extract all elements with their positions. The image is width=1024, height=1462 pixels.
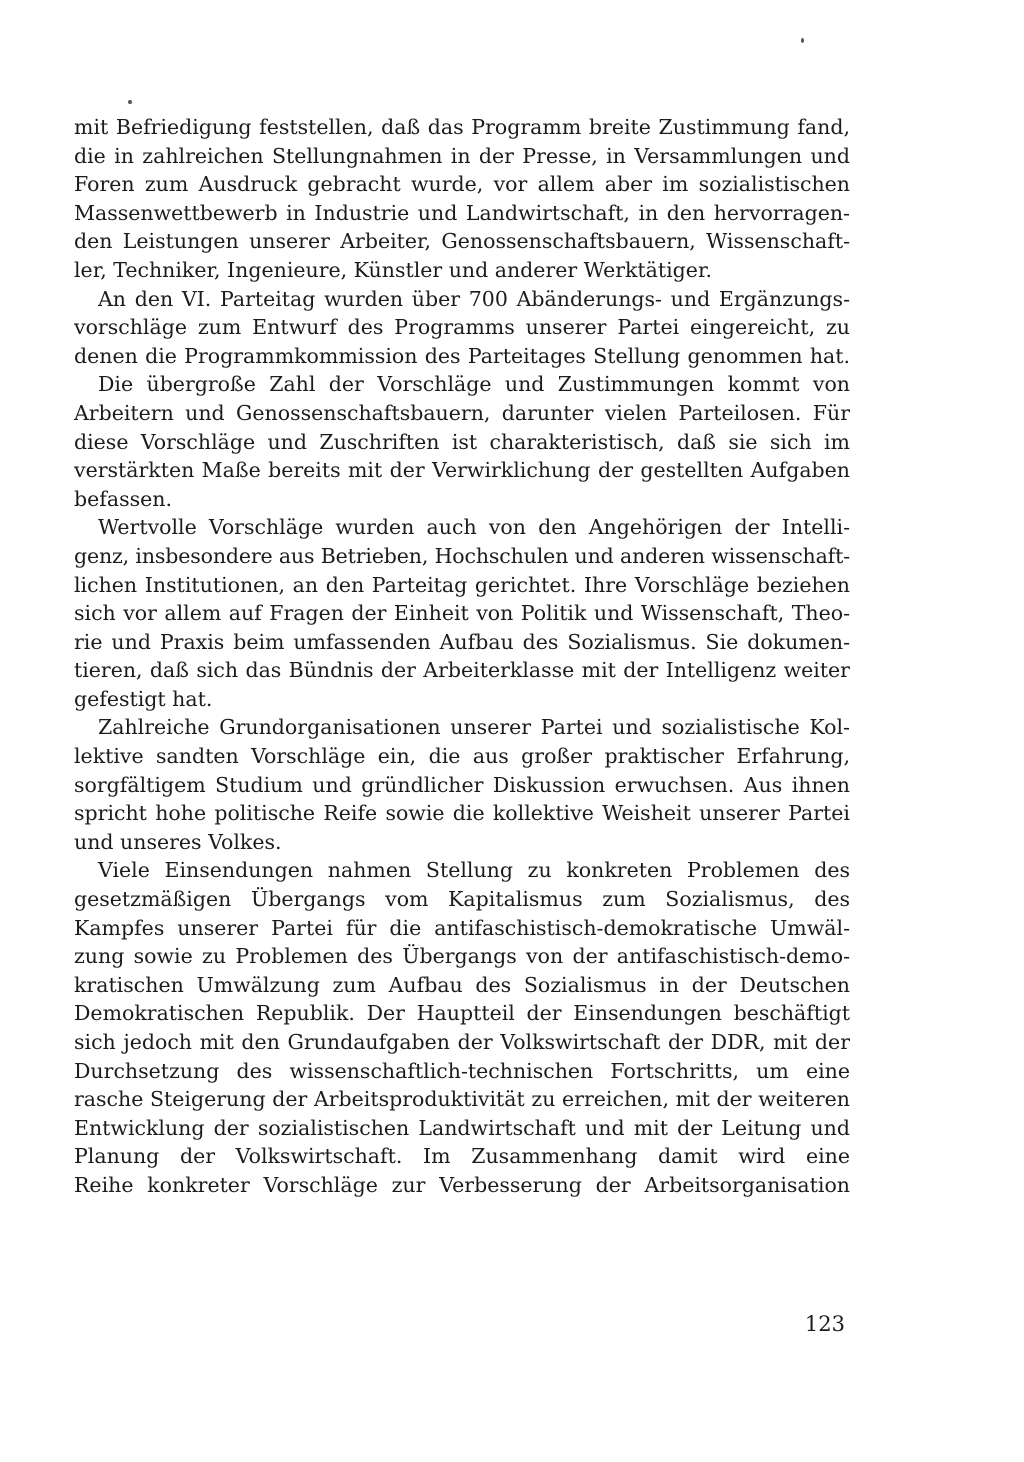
text-line: Massenwettbewerb in Industrie und Landwirtschaft, in den hervorragen- [74, 200, 850, 225]
text-line: Durchsetzung des wissenschaftlich-technischen Fortschritts, um eine [74, 1058, 850, 1083]
text-line: Entwicklung der sozialistischen Landwirtschaft und mit der Leitung und [74, 1115, 850, 1140]
text-line: Reihe konkreter Vorschläge zur Verbesserung der Arbeitsorganisation [74, 1172, 850, 1197]
text-line: spricht hohe politische Reife sowie die kollektive Weisheit unserer Partei [74, 801, 850, 826]
text-line: und unseres Volkes. [74, 829, 282, 854]
body-text [74, 113, 850, 1200]
text-line: Demokratischen Republik. Der Hauptteil der Einsendungen beschäftigt [74, 1001, 850, 1026]
page-number: 123 [804, 1312, 845, 1336]
text-line: vorschläge zum Entwurf des Programms unserer Partei eingereicht, zu [74, 315, 850, 340]
text-line: Wertvolle Vorschläge wurden auch von den Angehörigen der Intelli- [98, 515, 850, 540]
print-speck [801, 38, 804, 43]
text-line: An den VI. Parteitag wurden über 700 Abänderungs- und Ergänzungs- [98, 286, 850, 311]
text-line: gesetzmäßigen Übergangs vom Kapitalismus zum Sozialismus, des [74, 887, 850, 912]
text-line: kratischen Umwälzung zum Aufbau des Sozialismus in der Deutschen [74, 972, 850, 997]
text-line: Planung der Volkswirtschaft. Im Zusammenhang damit wird eine [74, 1144, 850, 1169]
text-line: Die übergroße Zahl der Vorschläge und Zustimmungen kommt von [98, 372, 850, 397]
text-line: Foren zum Ausdruck gebracht wurde, vor allem aber im sozialistischen [74, 172, 850, 197]
text-line: mit Befriedigung feststellen, daß das Programm breite Zustimmung fand, [74, 115, 850, 139]
text-line: zung sowie zu Problemen des Übergangs von der antifaschistisch-demo- [74, 944, 850, 969]
text-line: Kampfes unserer Partei für die antifaschistisch-demokratische Umwäl- [74, 915, 850, 940]
text-line: ler, Techniker, Ingenieure, Künstler und anderer Werktätiger. [74, 257, 713, 282]
text-line: lektive sandten Vorschläge ein, die aus großer praktischer Erfahrung, [74, 744, 850, 769]
print-speck [128, 100, 132, 104]
text-line: tieren, daß sich das Bündnis der Arbeiterklasse mit der Intelligenz weiter [74, 658, 850, 683]
text-line: rie und Praxis beim umfassenden Aufbau des Sozialismus. Sie dokumen- [74, 629, 850, 654]
text-line: genz, insbesondere aus Betrieben, Hochschulen und anderen wissenschaft- [74, 543, 850, 568]
text-line: die in zahlreichen Stellungnahmen in der Presse, in Versammlungen und [74, 143, 850, 168]
text-line: den Leistungen unserer Arbeiter, Genossenschaftsbauern, Wissenschaft- [74, 229, 850, 254]
text-line: Viele Einsendungen nahmen Stellung zu konkreten Problemen des [98, 858, 850, 883]
text-line: befassen. [74, 486, 172, 511]
text-line: gefestigt hat. [74, 686, 213, 711]
text-line: lichen Institutionen, an den Parteitag gerichtet. Ihre Vorschläge beziehen [74, 572, 850, 597]
text-line: Zahlreiche Grundorganisationen unserer Partei und sozialistische Kol- [98, 715, 850, 740]
text-line: diese Vorschläge und Zuschriften ist charakteristisch, daß sie sich im [74, 429, 850, 454]
text-line: rasche Steigerung der Arbeitsproduktivität zu erreichen, mit der weiteren [74, 1087, 850, 1112]
text-line: verstärkten Maße bereits mit der Verwirklichung der gestellten Aufgaben [74, 458, 850, 483]
text-line: sich jedoch mit den Grundaufgaben der Volkswirtschaft der DDR, mit der [74, 1030, 850, 1054]
text-line: sorgfältigem Studium und gründlicher Diskussion erwuchsen. Aus ihnen [74, 772, 850, 797]
text-line: denen die Programmkommission des Parteitages Stellung genommen hat. [74, 343, 850, 368]
text-line: Arbeitern und Genossenschaftsbauern, darunter vielen Parteilosen. Für [74, 400, 850, 425]
text-line: sich vor allem auf Fragen der Einheit von Politik und Wissenschaft, Theo- [74, 601, 850, 626]
